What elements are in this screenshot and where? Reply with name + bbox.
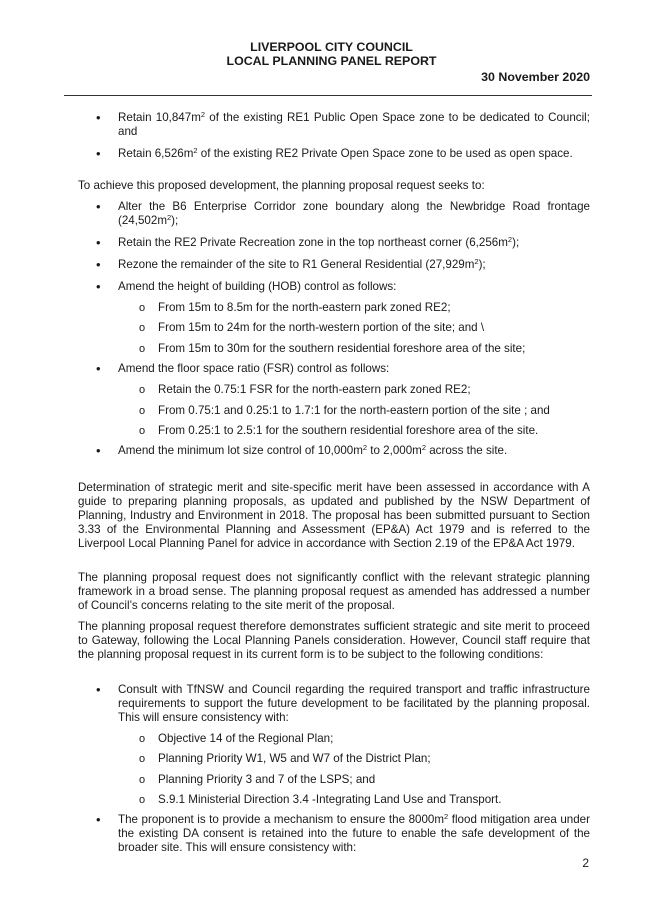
council-name: LIVERPOOL CITY COUNCIL [250,40,413,54]
sub-bullet-icon: o [139,425,146,437]
paragraph: The planning proposal request therefore demonstrates sufficient strategic and site merit to proceed to Gateway, following the Local Planning Panels consideration. However, Council staff require that the planning proposal request in its current form is to be subject to the following conditions: [78,620,590,661]
sub-bullet-icon: o [139,384,146,396]
bullet-icon [97,285,103,291]
list-item: Amend the minimum lot size control of $10,000m^2$ to $2,000m^2$ across the site. [118,443,508,457]
paragraph: The planning proposal request does not significantly conflict with the relevant strategic planning framework in a broad sense. The planning proposal request as amended has addressed a number of Council’s concerns relating to the site merit of the proposal. [78,571,590,612]
list-item: Amend the height of building (HOB) control as follows: [118,280,397,293]
bullet-icon [97,688,103,694]
list-item: Alter the B6 Enterprise Corridor zone boundary along the Newbridge Road frontage $(24,502m^2)$; [118,200,590,227]
bullet-icon [97,818,103,824]
report-header [0,40,653,84]
list-item: The proponent is to provide a mechanism to ensure the $8000m^2$ flood mitigation area under the existing DA consent is retained into the future to enable the safe development of the broader site. This will ensure consistency with: [118,812,590,854]
bullet-icon [97,263,103,269]
sub-list-item: Retain the 0.75:1 FSR for the north-eastern park zoned RE2; [158,383,471,396]
sub-list-item: Planning Priority 3 and 7 of the LSPS; and [158,773,376,786]
list-item: Retain $10,847m^2$ of the existing RE1 Public Open Space zone to be dedicated to Council; and [118,110,590,138]
list-item: Retain the RE2 Private Recreation zone in the top northeast corner $(6,256m^2)$; [118,235,520,249]
intro-text: To achieve this proposed development, the planning proposal request seeks to: [78,179,485,192]
report-date: 30 November 2020 [481,70,590,84]
sub-list-item: Planning Priority W1, W5 and W7 of the District Plan; [158,752,431,765]
sub-list-item: From 15m to 8.5m for the north-eastern park zoned RE2; [158,301,451,314]
sub-list-item: S.9.1 Ministerial Direction 3.4 -Integrating Land Use and Transport. [158,793,502,806]
sub-bullet-icon: o [139,302,146,314]
list-item: Retain $6,526m^2$ of the existing RE2 Private Open Space zone to be used as open space. [118,146,573,160]
paragraph: Determination of strategic merit and site-specific merit have been assessed in accordance with A guide to preparing planning proposals, as updated and published by the NSW Department of Planning, Industry and Environment in 2018. The proposal has been submitted pursuant to Section 3.33 of the Environmental Planning and Assessment (EP&A) Act 1979 and is referred to the Liverpool Local Planning Panel for advice in accordance with Section 2.19 of the EP&A Act 1979. [78,481,590,550]
sub-list-item: From 0.25:1 to 2.5:1 for the southern residential foreshore area of the site. [158,424,539,437]
bullet-icon [97,367,103,373]
bullet-icon [97,116,103,122]
sub-list-item: From 0.75:1 and 0.25:1 to 1.7:1 for the north-eastern portion of the site ; and [158,404,550,417]
sub-bullet-icon: o [139,405,146,417]
list-item: Rezone the remainder of the site to R1 General Residential $(27,929m^2)$; [118,257,486,271]
sub-bullet-icon: o [139,774,146,786]
sub-bullet-icon: o [139,322,146,334]
page-number: 2 [582,856,589,870]
sub-bullet-icon: o [139,753,146,765]
sub-list-item: Objective 14 of the Regional Plan; [158,732,334,745]
sub-bullet-icon: o [139,794,146,806]
header-divider [64,95,592,96]
sub-list-item: From 15m to 30m for the southern residential foreshore area of the site; [158,342,526,355]
list-item: Consult with TfNSW and Council regarding the required transport and traffic infrastructure requirements to support the future development to be facilitated by the planning proposal. This will ensure consistency with: [118,683,590,724]
sub-bullet-icon: o [139,733,146,745]
sub-list-item: From 15m to 24m for the north-western portion of the site; and \ [158,321,485,334]
bullet-icon [97,449,103,455]
bullet-icon [97,205,103,211]
sub-bullet-icon: o [139,343,146,355]
bullet-icon [97,241,103,247]
bullet-icon [97,152,103,158]
list-item: Amend the floor space ratio (FSR) control as follows: [118,362,390,375]
report-title: LOCAL PLANNING PANEL REPORT [226,54,437,68]
